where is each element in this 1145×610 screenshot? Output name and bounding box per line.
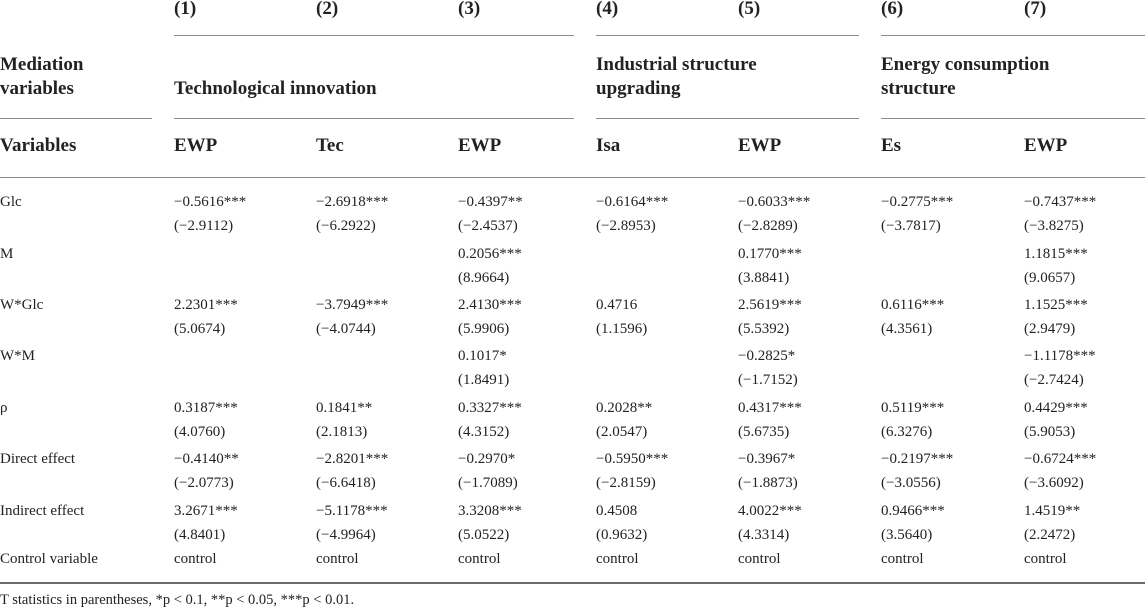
col-head: EWP <box>738 135 782 156</box>
t-stat-cell: (4.3561) <box>881 321 933 337</box>
t-stat-cell: (−2.8289) <box>738 218 798 234</box>
t-stat-cell: (6.3276) <box>881 424 933 440</box>
t-stat-cell: (5.0674) <box>174 321 226 337</box>
t-stat-cell: (0.9632) <box>596 527 648 543</box>
coefficient-cell: −0.2197*** <box>881 451 954 467</box>
col-head: EWP <box>458 135 502 156</box>
coefficient-cell: 2.5619*** <box>738 297 802 313</box>
header-rule <box>596 118 859 119</box>
coefficient-cell: 0.6116*** <box>881 297 945 313</box>
t-stat-cell: (5.9906) <box>458 321 510 337</box>
coefficient-cell: 3.3208*** <box>458 503 522 519</box>
t-stat-cell: (4.0760) <box>174 424 226 440</box>
coefficient-cell: −2.6918*** <box>316 194 389 210</box>
group-rule <box>596 35 859 36</box>
t-stat-cell: (2.2472) <box>1024 527 1076 543</box>
col-number: (4) <box>596 0 619 19</box>
row-label: Indirect effect <box>0 503 85 519</box>
header-rule <box>0 118 152 119</box>
coefficient-cell: 0.1841** <box>316 400 373 416</box>
coefficient-cell: 2.4130*** <box>458 297 522 313</box>
t-stat-cell: (−3.6092) <box>1024 475 1084 491</box>
coefficient-cell: −0.2775*** <box>881 194 954 210</box>
coefficient-cell: control <box>174 551 217 567</box>
group-rule <box>881 35 1145 36</box>
coefficient-cell: −0.4140** <box>174 451 239 467</box>
col-head: Isa <box>596 135 621 156</box>
t-stat-cell: (−2.7424) <box>1024 372 1084 388</box>
coefficient-cell: control <box>596 551 639 567</box>
t-stat-cell: (4.8401) <box>174 527 226 543</box>
t-stat-cell: (−2.0773) <box>174 475 234 491</box>
t-stat-cell: (5.5392) <box>738 321 790 337</box>
col-number: (2) <box>316 0 339 19</box>
coefficient-cell: 0.4429*** <box>1024 400 1088 416</box>
coefficient-cell: −0.5616*** <box>174 194 247 210</box>
group-heading: Energy consumption <box>881 54 1050 75</box>
coefficient-cell: 1.4519** <box>1024 503 1081 519</box>
coefficient-cell: −0.2825* <box>738 348 796 364</box>
variables-label: Variables <box>0 135 77 156</box>
group-rule <box>174 35 574 36</box>
coefficient-cell: −5.1178*** <box>316 503 388 519</box>
col-number: (5) <box>738 0 761 19</box>
group-heading: Industrial structure <box>596 54 757 75</box>
coefficient-cell: 2.2301*** <box>174 297 238 313</box>
col-head: EWP <box>174 135 218 156</box>
t-stat-cell: (−4.9964) <box>316 527 376 543</box>
group-heading: structure <box>881 78 956 99</box>
coefficient-cell: 0.4317*** <box>738 400 802 416</box>
row-label: M <box>0 246 14 262</box>
coefficient-cell: −0.6033*** <box>738 194 811 210</box>
header-rule <box>174 118 574 119</box>
coefficient-cell: −0.5950*** <box>596 451 669 467</box>
t-stat-cell: (5.0522) <box>458 527 510 543</box>
col-number: (1) <box>174 0 197 19</box>
t-stat-cell: (−3.8275) <box>1024 218 1084 234</box>
t-stat-cell: (1.1596) <box>596 321 648 337</box>
body-top-rule <box>0 177 1145 178</box>
coefficient-cell: 1.1815*** <box>1024 246 1088 262</box>
coefficient-cell: −1.1178*** <box>1024 348 1096 364</box>
mediation-label: variables <box>0 78 74 99</box>
coefficient-cell: 4.0022*** <box>738 503 802 519</box>
col-number: (7) <box>1024 0 1047 19</box>
col-number: (6) <box>881 0 904 19</box>
coefficient-cell: 0.2056*** <box>458 246 522 262</box>
col-head: Es <box>881 135 902 156</box>
table-note: T statistics in parentheses, *p < 0.1, **p < 0.05, ***p < 0.01. <box>0 592 355 608</box>
t-stat-cell: (2.1813) <box>316 424 368 440</box>
coefficient-cell: −0.4397** <box>458 194 523 210</box>
coefficient-cell: −0.7437*** <box>1024 194 1097 210</box>
coefficient-cell: control <box>458 551 501 567</box>
t-stat-cell: (5.6735) <box>738 424 790 440</box>
t-stat-cell: (−2.8953) <box>596 218 656 234</box>
coefficient-cell: 0.1017* <box>458 348 507 364</box>
coefficient-cell: 0.5119*** <box>881 400 945 416</box>
row-label: ρ <box>0 400 8 416</box>
row-label: W*Glc <box>0 297 44 313</box>
t-stat-cell: (3.8841) <box>738 270 790 286</box>
coefficient-cell: control <box>1024 551 1067 567</box>
t-stat-cell: (9.0657) <box>1024 270 1076 286</box>
row-label: Glc <box>0 194 22 210</box>
col-number: (3) <box>458 0 481 19</box>
coefficient-cell: −0.2970* <box>458 451 516 467</box>
group-heading: upgrading <box>596 78 681 99</box>
mediation-label: Mediation <box>0 54 84 75</box>
col-head: Tec <box>316 135 344 156</box>
t-stat-cell: (4.3314) <box>738 527 790 543</box>
t-stat-cell: (−1.7089) <box>458 475 518 491</box>
row-label: Control variable <box>0 551 98 567</box>
row-label: Direct effect <box>0 451 76 467</box>
coefficient-cell: control <box>881 551 924 567</box>
t-stat-cell: (−2.9112) <box>174 218 234 234</box>
t-stat-cell: (−6.2922) <box>316 218 376 234</box>
coefficient-cell: control <box>738 551 781 567</box>
t-stat-cell: (−2.8159) <box>596 475 656 491</box>
coefficient-cell: −0.6724*** <box>1024 451 1097 467</box>
t-stat-cell: (−3.0556) <box>881 475 941 491</box>
coefficient-cell: 0.4716 <box>596 297 638 313</box>
t-stat-cell: (3.5640) <box>881 527 933 543</box>
t-stat-cell: (−2.4537) <box>458 218 518 234</box>
coefficient-cell: 0.1770*** <box>738 246 802 262</box>
t-stat-cell: (1.8491) <box>458 372 510 388</box>
coefficient-cell: 1.1525*** <box>1024 297 1088 313</box>
coefficient-cell: 0.3187*** <box>174 400 238 416</box>
coefficient-cell: −0.3967* <box>738 451 796 467</box>
t-stat-cell: (5.9053) <box>1024 424 1076 440</box>
coefficient-cell: 0.2028** <box>596 400 653 416</box>
col-head: EWP <box>1024 135 1068 156</box>
t-stat-cell: (8.9664) <box>458 270 510 286</box>
group-heading: Technological innovation <box>174 78 377 99</box>
table-bottom-rule <box>0 582 1145 584</box>
t-stat-cell: (−4.0744) <box>316 321 376 337</box>
t-stat-cell: (−1.7152) <box>738 372 798 388</box>
header-rule <box>881 118 1145 119</box>
coefficient-cell: 3.2671*** <box>174 503 238 519</box>
coefficient-cell: 0.4508 <box>596 503 638 519</box>
t-stat-cell: (−1.8873) <box>738 475 798 491</box>
t-stat-cell: (−3.7817) <box>881 218 941 234</box>
coefficient-cell: 0.9466*** <box>881 503 945 519</box>
t-stat-cell: (2.9479) <box>1024 321 1076 337</box>
row-label: W*M <box>0 348 35 364</box>
coefficient-cell: control <box>316 551 359 567</box>
t-stat-cell: (4.3152) <box>458 424 510 440</box>
coefficient-cell: −3.7949*** <box>316 297 389 313</box>
t-stat-cell: (2.0547) <box>596 424 648 440</box>
coefficient-cell: −0.6164*** <box>596 194 669 210</box>
coefficient-cell: 0.3327*** <box>458 400 522 416</box>
t-stat-cell: (−6.6418) <box>316 475 376 491</box>
coefficient-cell: −2.8201*** <box>316 451 389 467</box>
